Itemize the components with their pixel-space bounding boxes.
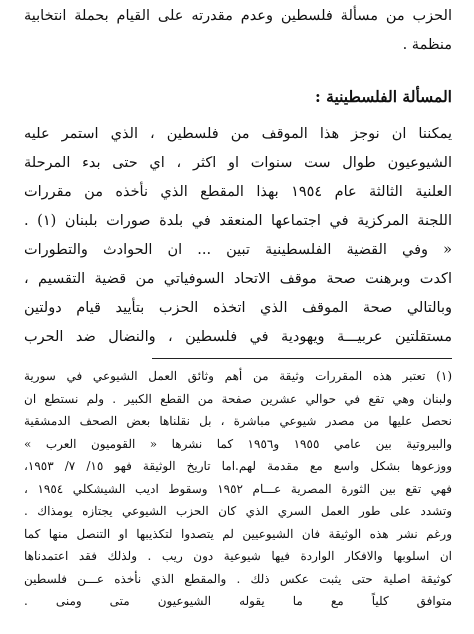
text-line: وبالتالي صحة الموقف الذي اتخذه الحزب بتأييد قيام دولتين — [24, 300, 452, 316]
footnote-line: ولبنان وهي تقع في حوالي عشرين صفحة من القطع الكبير . ولم نستطع ان — [24, 391, 452, 406]
footnote-line: والبيروتية بين عامي ١٩٥٥ و١٩٥٦ كما نشرها « القوميون العرب » — [24, 436, 452, 451]
text-line: الشيوعيون طوال ست سنوات او اكثر ، اي حتى بدء المرحلة — [24, 155, 452, 171]
section-heading: المسألة الفلسطينية : — [315, 87, 452, 106]
text-line: الحزب من مسألة فلسطين وعدم مقدرته على القيام بحملة انتخابية — [24, 8, 452, 24]
footnote-line: ان اسلوبها والافكار الواردة فيها شيوعية دون ريب . ولذلك فقد اعتمدناها — [24, 549, 452, 563]
text-line: العلنية الثالثة عام ١٩٥٤ بهذا المقطع الذي نأخذه من مقررات — [24, 184, 452, 200]
footnote-line: كوثيقة اصلية حتى يثبت عكس ذلك . والمقطع الذي نأخذه عـــن فلسطين — [24, 571, 452, 586]
footnote-divider — [152, 358, 452, 359]
footnote-line: نحصل عليها من مصدر شيوعي مباشرة ، بل نقلناها بعض الصحف الدمشقية — [24, 414, 452, 428]
footnote-line: فهي تقع بين الثورة المصرية عـــام ١٩٥٢ وسقوط اديب الشيشكلي ١٩٥٤ ، — [24, 481, 452, 496]
footnote-line: ورغم نشر هذه الوثيقة فان الشيوعيين لم يتصدوا لتكذيبها او التنصل منها كما — [24, 526, 452, 541]
text-line: مستقلتين عربيـــة ويهودية في فلسطين ، والنضال ضد الحرب — [24, 329, 452, 345]
footnote-line: متوافق كلياً مع ما يقوله الشيوعيون متى ومنى . — [24, 594, 452, 608]
footnote-line: وتشدد على طور العمل السري الذي كان الحزب الشيوعي يجتازه يومذاك . — [24, 504, 452, 518]
document-page — [0, 2, 474, 634]
text-line: اكدت وبرهنت صحة موقف الاتحاد السوفياتي من قضية التقسيم ، — [24, 271, 452, 287]
footnote-line: (١) تعتبر هذه المقررات وثيقة من أهم وثائق العمل الشيوعي في سورية — [24, 369, 452, 383]
text-line: اللجنة المركزية في اجتماعها المنعقد في بلدة صورات بلبنان (١) . — [24, 213, 452, 229]
text-line: « وفي القضية الفلسطينية تبين ... ان الحوادث والتطورات — [24, 242, 452, 258]
footnote-line: ووزعوها بشكل واسع مع مقدمة لهم.اما تاريخ الوثيقة فهو ١٥/ ٧/ ١٩٥٣، — [24, 459, 452, 473]
text-line: يمكننا ان نوجز هذا الموقف من فلسطين ، الذي استمر عليه — [24, 126, 452, 142]
text-line: منظمة . — [402, 37, 452, 53]
